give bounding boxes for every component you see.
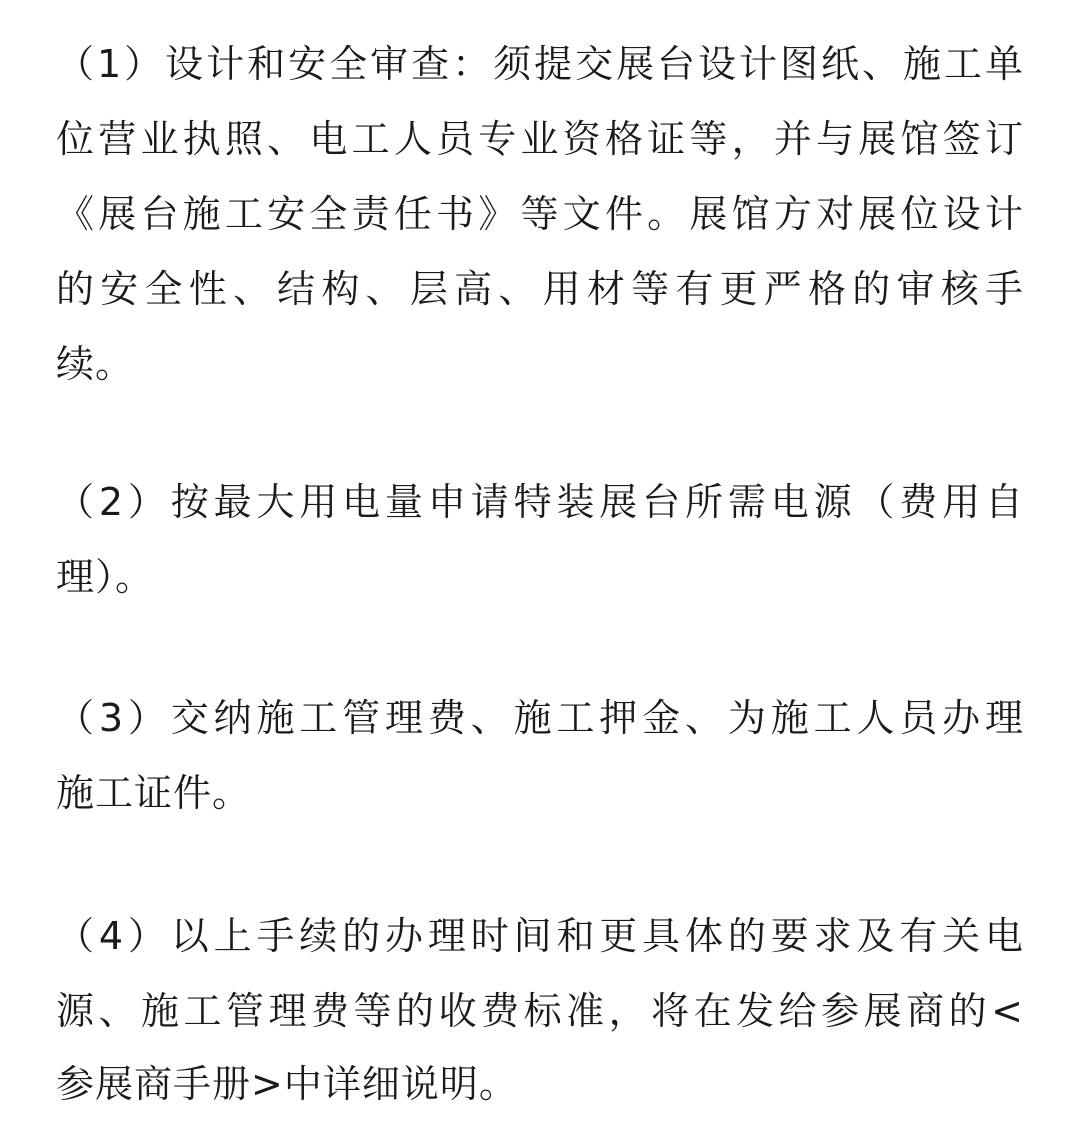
- paragraph-line: （1）设计和安全审查：须提交展台设计图纸、施工单: [56, 42, 1024, 86]
- paragraph-line: 的安全性、结构、层高、用材等有更严格的审核手: [56, 267, 1024, 311]
- paragraph-line: 施工证件。: [56, 771, 252, 815]
- paragraph-line: 参展商手册>中详细说明。: [56, 1062, 518, 1106]
- paragraph-line: 续。: [56, 342, 135, 386]
- paragraph-line: （3）交纳施工管理费、施工押金、为施工人员办理: [56, 696, 1024, 740]
- paragraph-line: （2）按最大用电量申请特装展台所需电源（费用自: [56, 480, 1024, 524]
- paragraph-line: 位营业执照、电工人员专业资格证等，并与展馆签订: [56, 117, 1024, 161]
- paragraph-line: 《展台施工安全责任书》等文件。展馆方对展位设计: [56, 192, 1024, 236]
- paragraph-line: 源、施工管理费等的收费标准，将在发给参展商的<: [56, 989, 1024, 1033]
- paragraph-line: 理）。: [56, 555, 155, 599]
- paragraph-line: （4）以上手续的办理时间和更具体的要求及有关电: [56, 914, 1024, 958]
